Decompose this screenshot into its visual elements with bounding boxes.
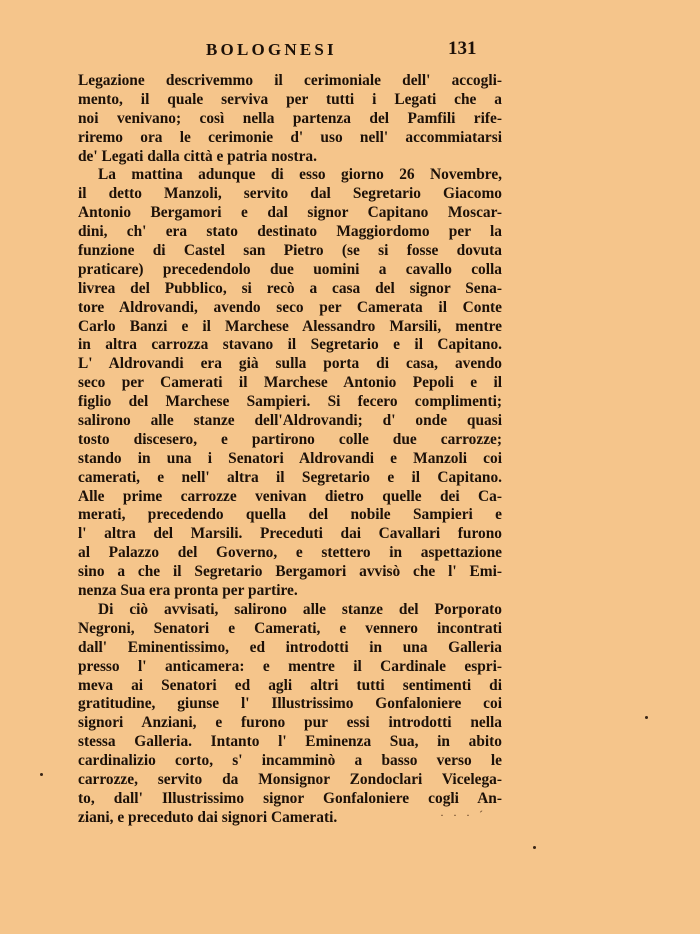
text-line: tosto discesero, e partirono colle due carrozze; xyxy=(78,430,502,448)
text-line: L' Aldrovandi era già sulla porta di casa, avendo xyxy=(78,355,502,373)
text-line: gratitudine, giunse l' Illustrissimo Gonfaloniere coi xyxy=(78,695,502,713)
running-head: BOLOGNESI xyxy=(206,40,337,59)
text-line: funzione di Castel san Pietro (se si fosse dovuta xyxy=(78,242,502,260)
text-line: salirono alle stanze dell'Aldrovandi; d' onde quasi xyxy=(78,412,502,430)
text-line: in altra carrozza stavano il Segretario e il Capitano. xyxy=(78,336,502,354)
text-line: figlio del Marchese Sampieri. Si fecero complimenti; xyxy=(78,393,502,411)
text-line: to, dall' Illustrissimo signor Gonfaloniere cogli An- xyxy=(78,789,502,807)
text-line: stando in una i Senatori Aldrovandi e Manzoli coi xyxy=(78,449,502,467)
text-line: ziani, e preceduto dai signori Camerati. xyxy=(78,808,338,826)
text-line: Carlo Banzi e il Marchese Alessandro Marsili, mentre xyxy=(78,317,502,335)
text-line: Antonio Bergamori e dal signor Capitano Moscar- xyxy=(78,204,502,222)
text-line: praticare) precedendolo due uomini a cavallo colla xyxy=(78,260,502,278)
ink-speck xyxy=(645,716,648,719)
text-line: Di ciò avvisati, salirono alle stanze del Porporato xyxy=(98,600,502,618)
text-line: stessa Galleria. Intanto l' Eminenza Sua, in abito xyxy=(78,733,502,751)
text-line: cardinalizio corto, s' incamminò a basso verso le xyxy=(78,752,502,770)
text-line: seco per Camerati il Marchese Antonio Pepoli e il xyxy=(78,374,502,392)
text-line: La mattina adunque di esso giorno 26 Novembre, xyxy=(98,166,502,184)
text-line: dall' Eminentissimo, ed introdotti in una Galleria xyxy=(78,638,502,656)
text-line: mento, il quale serviva per tutti i Legati che a xyxy=(78,90,502,108)
text-line: il detto Manzoli, servito dal Segretario Giacomo xyxy=(78,185,502,203)
text-line: carrozze, servito da Monsignor Zondoclari Vicelega- xyxy=(78,770,502,788)
text-line: tore Aldrovandi, avendo seco per Camerata il Conte xyxy=(78,298,502,316)
text-line: noi venivano; così nella partenza del Pamfili rife- xyxy=(78,109,502,127)
text-line: signori Anziani, e furono pur essi introdotti nella xyxy=(78,714,502,732)
text-line: livrea del Pubblico, si recò a casa del signor Sena- xyxy=(78,279,502,297)
text-line: riremo ora le cerimonie d' uso nell' accommiatarsi xyxy=(78,128,502,146)
text-line: merati, precedendo quella del nobile Sampieri e xyxy=(78,506,502,524)
text-line: Negroni, Senatori e Camerati, e vennero incontrati xyxy=(78,619,502,637)
text-line: nenza Sua era pronta per partire. xyxy=(78,582,298,600)
page-number: 131 xyxy=(448,38,477,59)
text-line: al Palazzo del Governo, e stettero in aspettazione xyxy=(78,544,502,562)
text-line: l' altra del Marsili. Preceduti dai Cavallari furono xyxy=(78,525,502,543)
text-line: meva ai Senatori ed agli altri tutti sentimenti di xyxy=(78,676,502,694)
text-line: presso l' anticamera: e mentre il Cardinale espri- xyxy=(78,657,502,675)
text-line: sino a che il Segretario Bergamori avvisò che l' Emi- xyxy=(78,563,502,581)
trailing-marks: · · · ´ xyxy=(440,808,486,822)
text-line: camerati, e nell' altra il Segretario e il Capitano. xyxy=(78,468,502,486)
text-line: Alle prime carrozze venivan dietro quelle dei Ca- xyxy=(78,487,502,505)
ink-speck xyxy=(40,773,43,776)
text-line: de' Legati dalla città e patria nostra. xyxy=(78,147,317,165)
text-line: dini, ch' era stato destinato Maggiordomo per la xyxy=(78,223,502,241)
text-line: Legazione descrivemmo il cerimoniale dell' accogli- xyxy=(78,72,502,89)
body-text xyxy=(78,72,502,828)
ink-speck xyxy=(533,846,536,849)
